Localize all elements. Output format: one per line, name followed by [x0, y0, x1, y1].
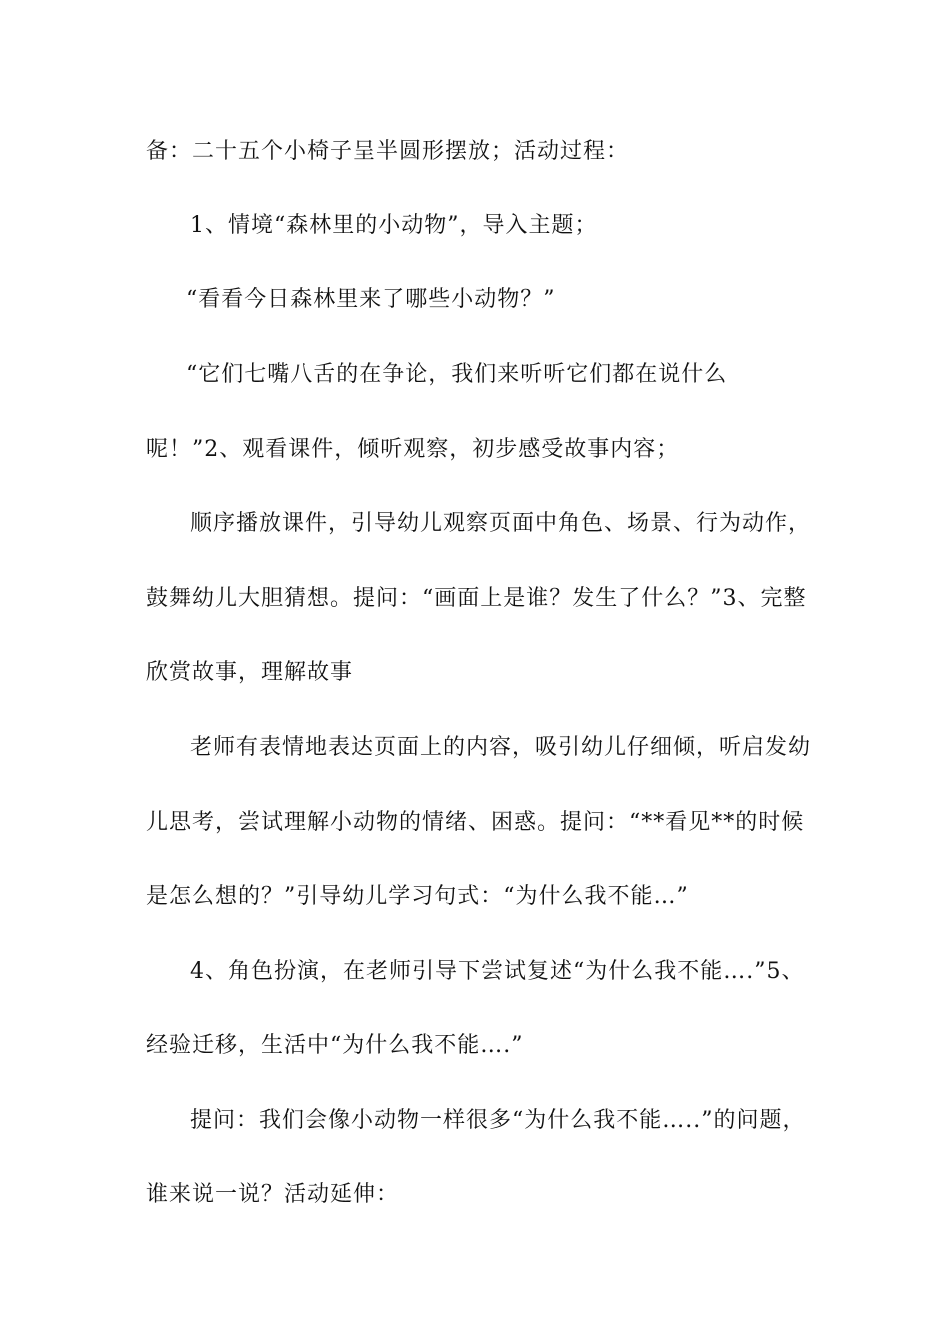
text-line-2: 1、情境“森林里的小动物”，导入主题； [190, 213, 598, 238]
text-line-10: 儿思考，尝试理解小动物的情绪、困惑。提问：“**看见**的时候 [146, 810, 805, 835]
text-line-8: 欣赏故事，理解故事 [146, 660, 354, 685]
text-line-7: 鼓舞幼儿大胆猜想。提问：“画面上是谁？发生了什么？”3、完整 [146, 586, 807, 611]
text-line-14: 提问：我们会像小动物一样很多“为什么我不能…..”的问题， [190, 1108, 806, 1133]
text-line-9: 老师有表情地表达页面上的内容，吸引幼儿仔细倾，听启发幼 [190, 735, 812, 760]
text-line-12: 4、角色扮演，在老师引导下尝试复述“为什么我不能….”5、 [190, 959, 805, 984]
text-line-3: “看看今日森林里来了哪些小动物？” [186, 287, 556, 312]
text-line-11: 是怎么想的？”引导幼儿学习句式：“为什么我不能…” [146, 884, 689, 909]
text-line-6: 顺序播放课件，引导幼儿观察页面中角色、场景、行为动作， [190, 511, 812, 536]
text-line-13: 经验迁移，生活中“为什么我不能….” [146, 1033, 524, 1058]
text-line-5: 呢！”2、观看课件，倾听观察，初步感受故事内容； [146, 437, 680, 462]
text-line-4: “它们七嘴八舌的在争论，我们来听听它们都在说什么 [186, 362, 728, 387]
text-line-1: 备：二十五个小椅子呈半圆形摆放；活动过程： [146, 139, 630, 164]
text-line-15: 谁来说一说？活动延伸： [146, 1182, 400, 1207]
